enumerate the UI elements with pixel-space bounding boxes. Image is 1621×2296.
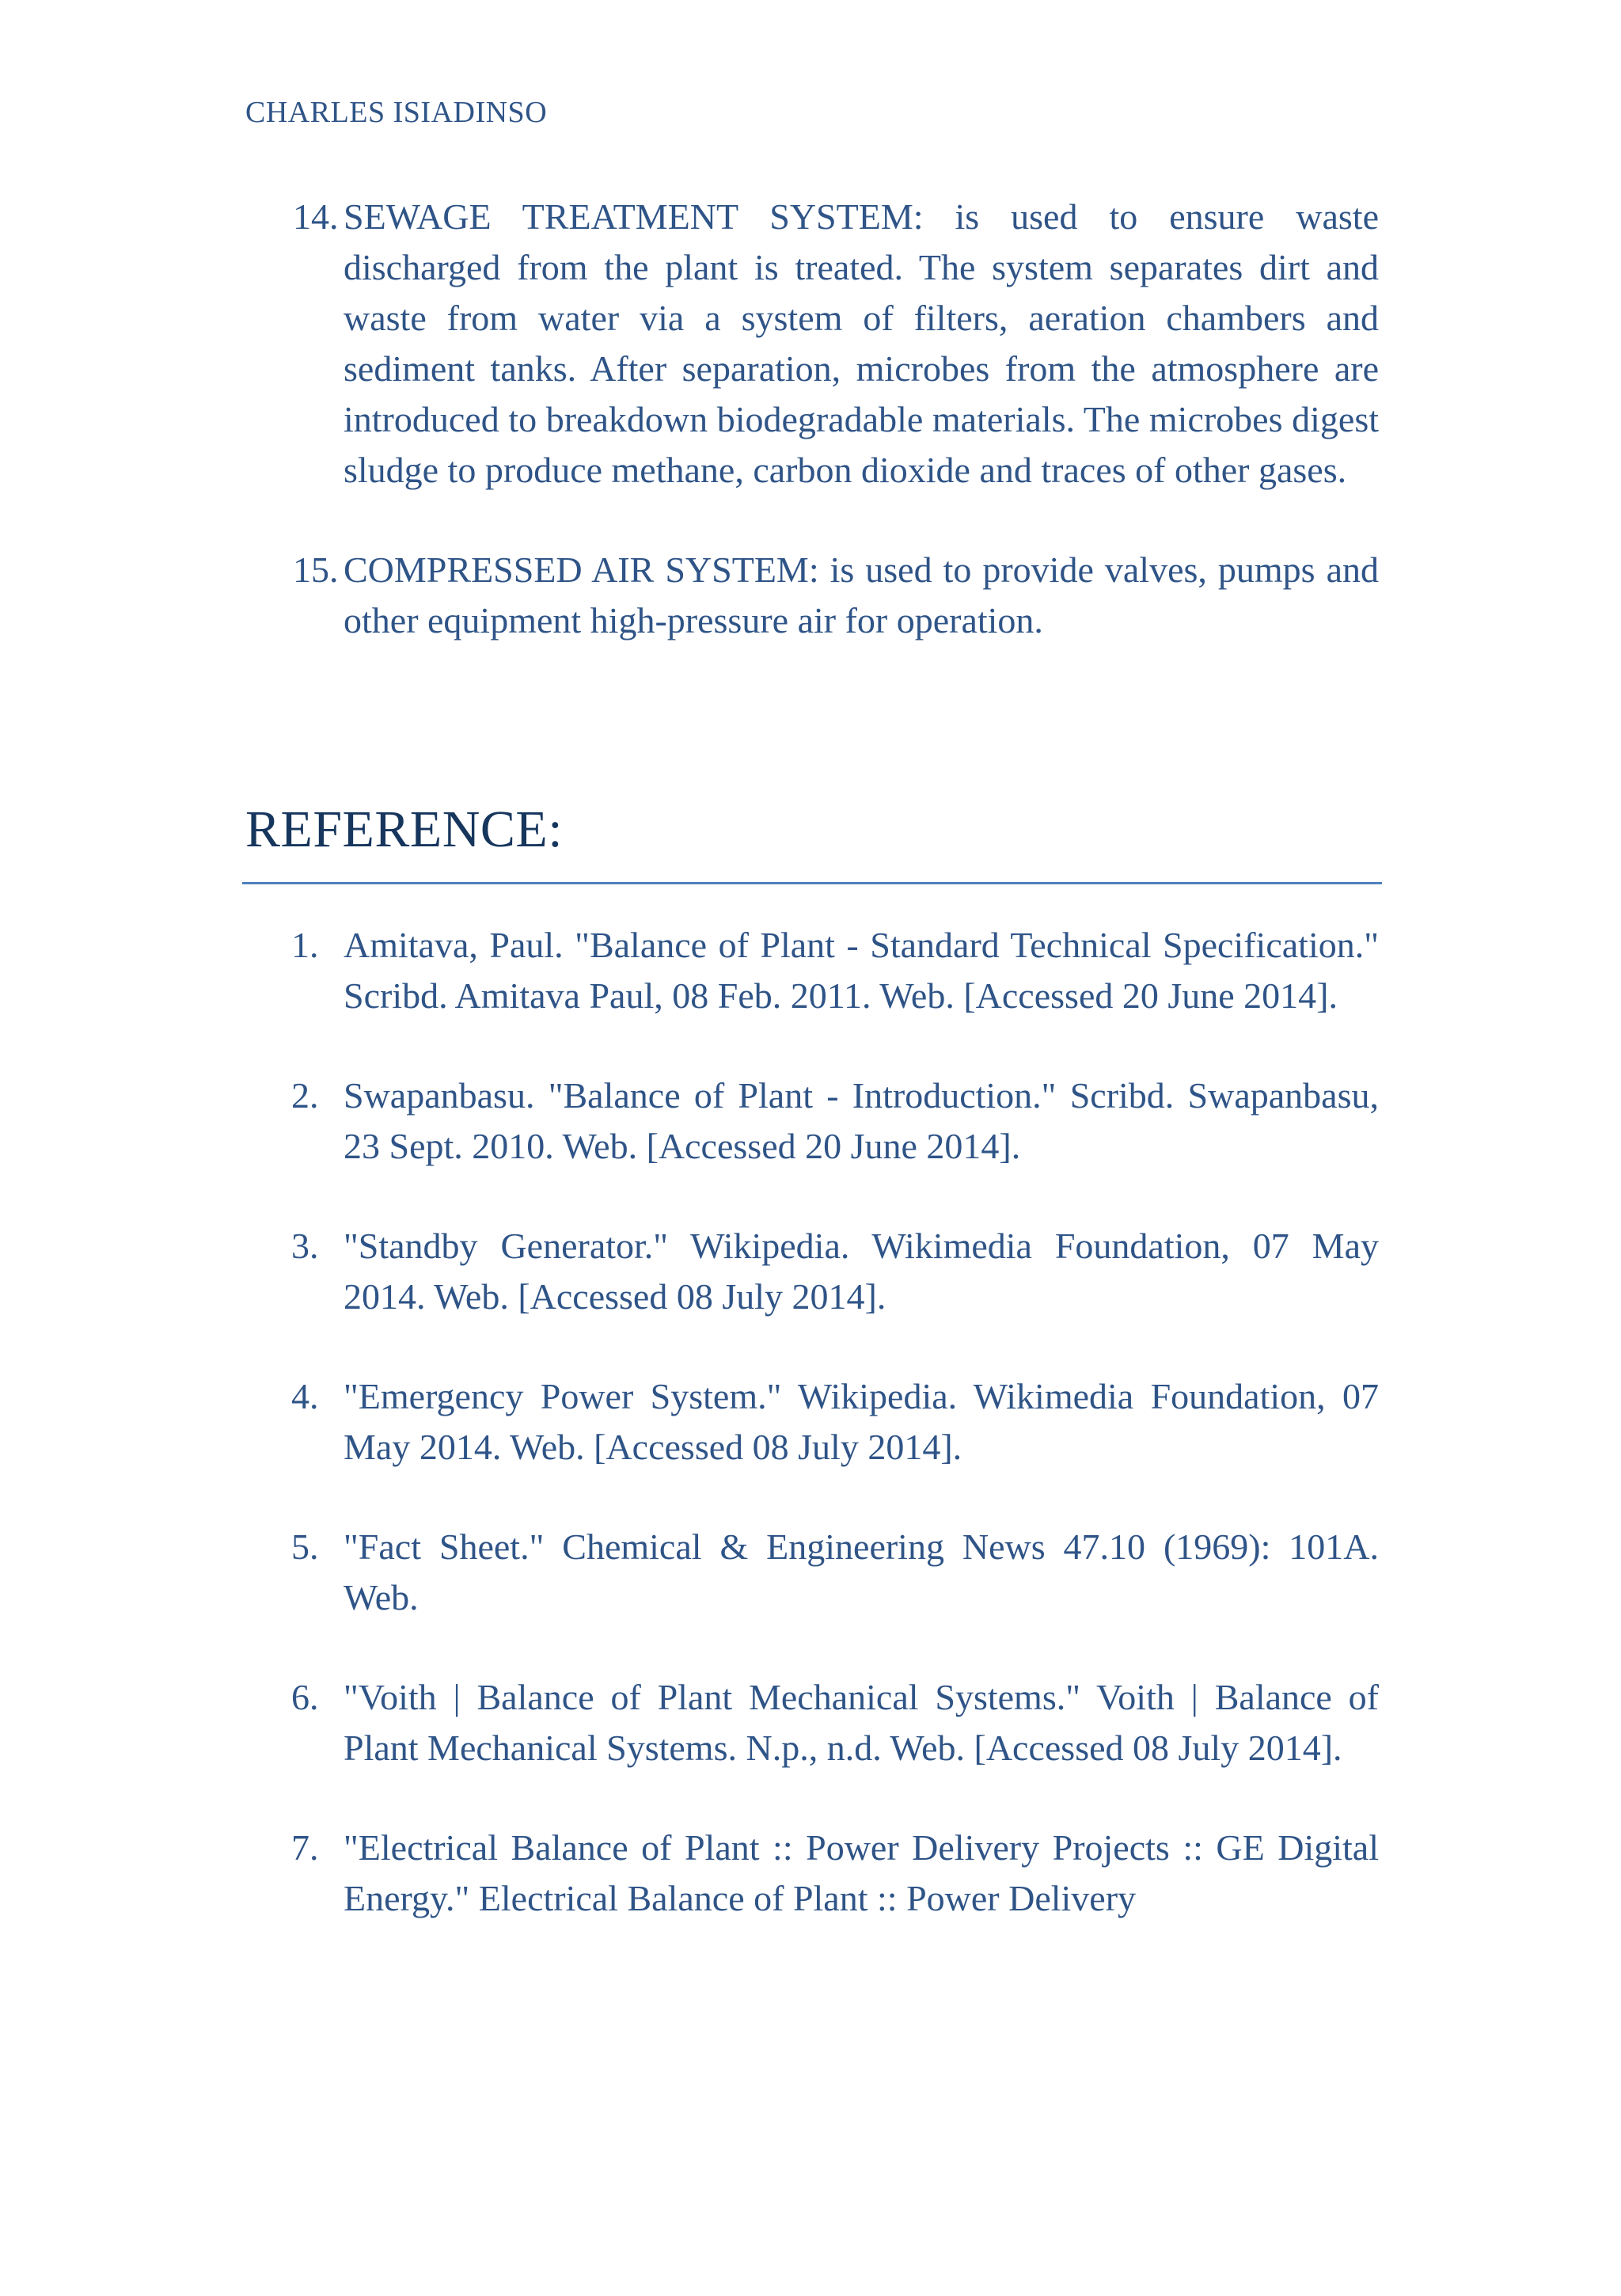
- list-item: 14. SEWAGE TREATMENT SYSTEM: is used to ensure waste discharged from the plant is treated. The system separates dirt and waste from water via a system of filters, aeration chambers and sediment tanks. After separation, microbes from the atmosphere are introduced to breakdown biodegradable materials. The microbes digest sludge to produce methane, carbon dioxide and traces of other gases.: [293, 196, 1379, 490]
- reference-number: 5.: [291, 1526, 319, 1567]
- reference-number: 6.: [291, 1677, 319, 1717]
- reference-text: "Fact Sheet." Chemical & Engineering News 47.10 (1969): 101A. Web.: [344, 1526, 1379, 1617]
- reference-list: [245, 920, 1379, 1924]
- list-item: 15. COMPRESSED AIR SYSTEM: is used to provide valves, pumps and other equipment high-pressure air for operation.: [293, 549, 1379, 641]
- reference-item: [245, 1371, 1379, 1473]
- reference-text: Amitava, Paul. "Balance of Plant - Standard Technical Specification." Scribd. Amitava Paul, 08 Feb. 2011. Web. [Accessed 20 June 2014].: [344, 925, 1379, 1016]
- reference-number: 7.: [291, 1827, 319, 1868]
- reference-item: [245, 1221, 1379, 1322]
- reference-item: [245, 1070, 1379, 1172]
- list-item-text: SEWAGE TREATMENT SYSTEM: is used to ensure waste discharged from the plant is treated. The system separates dirt and waste from water via a system of filters, aeration chambers and sediment tanks. After separation, microbes from the atmosphere are introduced to breakdown biodegradable materials. The microbes digest sludge to produce methane, carbon dioxide and traces of other gases.: [344, 196, 1379, 490]
- reference-item: [245, 1672, 1379, 1773]
- reference-text: "Electrical Balance of Plant :: Power Delivery Projects :: GE Digital Energy." Electrical Balance of Plant :: Power Delivery: [344, 1827, 1379, 1918]
- page-header-author: CHARLES ISIADINSO: [245, 96, 548, 129]
- reference-text: "Voith | Balance of Plant Mechanical Systems." Voith | Balance of Plant Mechanical Systems. N.p., n.d. Web. [Accessed 08 July 2014].: [344, 1677, 1379, 1768]
- reference-number: 4.: [291, 1376, 319, 1416]
- heading-divider: [242, 882, 1382, 884]
- reference-item: [245, 1823, 1379, 1924]
- reference-number: 2.: [291, 1075, 319, 1116]
- systems-list: [245, 192, 1379, 646]
- reference-number: 3.: [291, 1226, 319, 1266]
- reference-item: [245, 920, 1379, 1021]
- reference-text: "Emergency Power System." Wikipedia. Wikimedia Foundation, 07 May 2014. Web. [Accessed 08 July 2014].: [344, 1376, 1379, 1467]
- reference-item: [245, 1522, 1379, 1623]
- reference-number: 1.: [291, 925, 319, 965]
- list-item-text: COMPRESSED AIR SYSTEM: is used to provide valves, pumps and other equipment high-pressure air for operation.: [344, 549, 1379, 641]
- reference-text: "Standby Generator." Wikipedia. Wikimedia Foundation, 07 May 2014. Web. [Accessed 08 July 2014].: [344, 1226, 1379, 1317]
- reference-heading: REFERENCE:: [245, 800, 564, 858]
- reference-text: Swapanbasu. "Balance of Plant - Introduction." Scribd. Swapanbasu, 23 Sept. 2010. Web. [Accessed 20 June 2014].: [344, 1075, 1379, 1166]
